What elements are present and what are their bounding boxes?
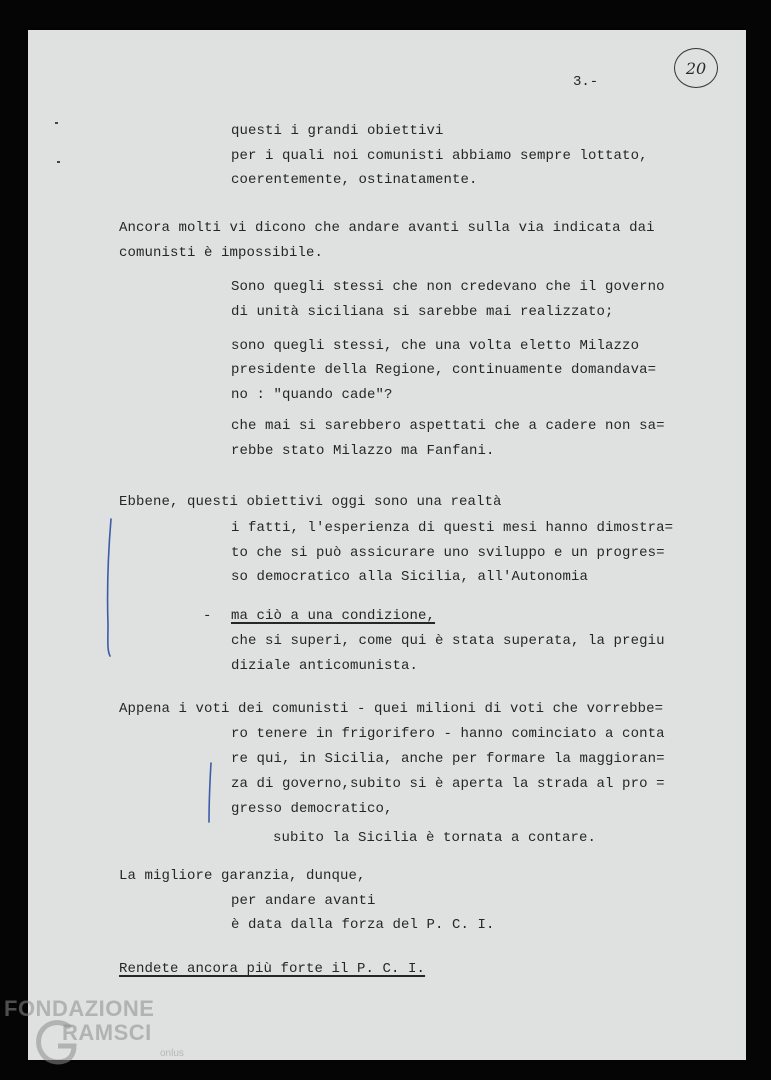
text-line: gresso democratico, — [231, 801, 393, 817]
text-line: so democratico alla Sicilia, all'Autonomia — [231, 569, 589, 585]
typewritten-page — [28, 30, 746, 1060]
text-line: diziale anticomunista. — [231, 658, 419, 674]
text-line: coerentemente, ostinatamente. — [231, 172, 478, 188]
closing-slogan: Rendete ancora più forte il P. C. I. — [119, 961, 426, 977]
text-line: no : "quando cade"? — [231, 387, 393, 403]
text-line: è data dalla forza del P. C. I. — [231, 917, 495, 933]
text-line: Ancora molti vi dicono che andare avanti sulla via indicata dai — [119, 220, 655, 236]
margin-mark — [55, 122, 58, 124]
dash-marker: - — [203, 608, 212, 624]
text-line: re qui, in Sicilia, anche per formare la maggioran= — [231, 751, 665, 767]
watermark-suffix: onlus — [160, 1048, 184, 1059]
watermark-logo — [4, 994, 204, 1074]
text-line: questi i grandi obiettivi — [231, 123, 444, 139]
text-line: per i quali noi comunisti abbiamo sempre lottato, — [231, 148, 648, 164]
text-line: ro tenere in frigorifero - hanno cominciato a conta — [231, 726, 665, 742]
text-line: per andare avanti — [231, 893, 376, 909]
text-line: che si superi, come qui è stata superata, la pregiu — [231, 633, 665, 649]
text-line: sono quegli stessi, che una volta eletto Milazzo — [231, 338, 640, 354]
folio-number: 20 — [674, 48, 718, 88]
watermark-line1: FONDAZIONE — [4, 996, 155, 1021]
text-line: di unità siciliana si sarebbe mai realizzato; — [231, 304, 614, 320]
page-number: 3.- — [573, 74, 599, 90]
text-line: za di governo,subito si è aperta la strada al pro = — [231, 776, 665, 792]
text-line-underlined: ma ciò a una condizione, — [231, 608, 436, 624]
text-line: che mai si sarebbero aspettati che a cadere non sa= — [231, 418, 665, 434]
text-line: La migliore garanzia, dunque, — [119, 868, 366, 884]
text-line: comunisti è impossibile. — [119, 245, 324, 261]
text-line: Appena i voti dei comunisti - quei milioni di voti che vorrebbe= — [119, 701, 664, 717]
text-line: Sono quegli stessi che non credevano che il governo — [231, 279, 665, 295]
text-line: presidente della Regione, continuamente domandava= — [231, 362, 657, 378]
text-line: Ebbene, questi obiettivi oggi sono una realtà — [119, 494, 502, 510]
margin-mark — [57, 161, 60, 163]
text-line: i fatti, l'esperienza di questi mesi hanno dimostra= — [231, 520, 674, 536]
text-line: rebbe stato Milazzo ma Fanfani. — [231, 443, 495, 459]
blue-margin-line — [204, 760, 216, 826]
text-line: subito la Sicilia è tornata a contare. — [273, 830, 597, 846]
blue-margin-bracket — [102, 515, 116, 660]
watermark-line2: RAMSCI — [62, 1020, 152, 1045]
text-line: to che si può assicurare uno sviluppo e un progres= — [231, 545, 665, 561]
